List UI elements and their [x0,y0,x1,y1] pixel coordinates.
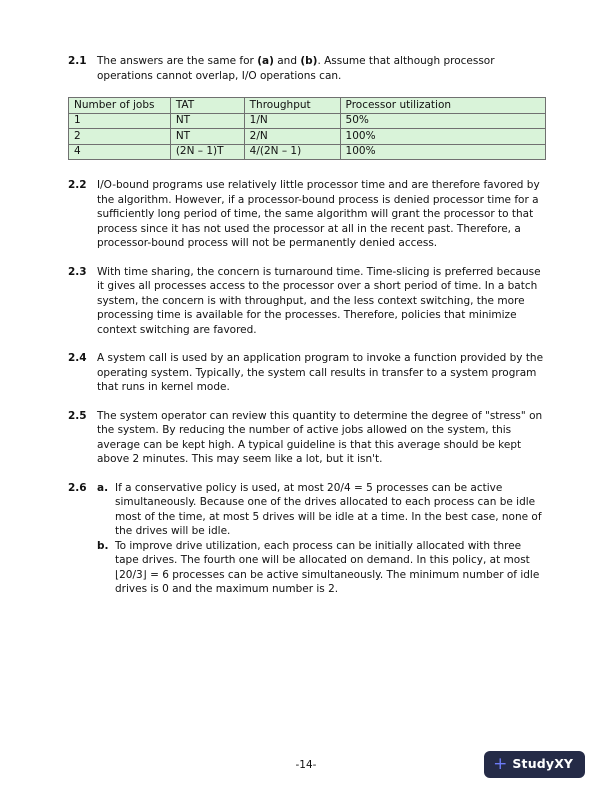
answer-item-2-2 [68,178,546,251]
item-text: With time sharing, the concern is turnaround time. Time-slicing is preferred because it gives all processes access to the processor over a short period of time. In a batch system, the concern is with throughput, and the less context switching, the more processing time is available for the processes. Therefore, policies that minimize context switching are favored. [97,265,541,336]
item-number: 2.4 [68,352,87,364]
answer-item-2-3 [68,265,546,338]
answer-item-2-6 [68,481,546,597]
table-cell: 100% [340,129,545,145]
table-row [69,113,546,129]
table-cell: 4/(2N – 1) [244,144,340,160]
table-cell: 1 [69,113,171,129]
answer-item-2-5 [68,409,546,467]
table-cell: NT [170,129,244,145]
sub-item-letter: a. [97,481,109,494]
sub-item-a [97,481,546,539]
text-segment: and [273,55,301,67]
item-number: 2.3 [68,265,87,278]
text-segment-bold: (a) [257,55,274,67]
sub-item-text: To improve drive utilization, each process can be initially allocated with three tape drives. The fourth one will be allocated on demand. In this policy, at most ⌊20/3⌋ = 6 processes can be active simultaneously. The minimum number of idle drives is 0 and the maximum number is 2. [115,539,540,595]
table-row [69,144,546,160]
table-header-throughput: Throughput [244,98,340,114]
logo-text-study: Study [512,756,555,772]
table-cell: (2N – 1)T [170,144,244,160]
answer-item-2-1 [68,54,546,83]
jobs-table [68,97,546,160]
text-segment-bold: (b) [300,55,318,67]
table-row [69,129,546,145]
item-text [97,54,546,83]
item-number: 2.1 [68,55,87,67]
page-number: -14- [295,759,317,771]
table-cell: NT [170,113,244,129]
item-text [97,481,546,597]
item-number: 2.6 [68,481,87,494]
sub-item-text: If a conservative policy is used, at most 20/4 = 5 processes can be active simultaneously. Because one of the drives allocated to each process can be idle most of the time, at most 5 drives will be idle at a time. In the best case, none of the drives will be idle. [115,481,542,537]
table-cell: 2 [69,129,171,145]
table-header-processor-utilization: Processor utilization [340,98,545,114]
item-text: The system operator can review this quantity to determine the degree of "stress" on the system. By reducing the number of active jobs allowed on the system, this average can be kept high. A typical guideline is that this average should be kept above 2 minutes. This may seem like a lot, but it isn't. [97,409,543,465]
table-cell: 100% [340,144,545,160]
studyxy-logo [484,751,585,778]
table-cell: 2/N [244,129,340,145]
table-cell: 1/N [244,113,340,129]
plus-icon: + [493,754,508,774]
item-number: 2.5 [68,409,87,422]
sub-item-b [97,539,546,597]
table-cell: 50% [340,113,545,129]
text-segment: . Assume that although processor operations cannot overlap, I/O operations can. [97,55,495,82]
text-segment: The answers are the same for [97,55,258,67]
page-content [68,54,546,611]
table-cell: 4 [69,144,171,160]
sub-item-letter: b. [97,539,109,552]
item-text: A system call is used by an application program to invoke a function provided by the operating system. Typically, the system call results in transfer to a system program that runs in kernel mode. [97,352,544,393]
table-header-number-of-jobs: Number of jobs [69,98,171,114]
table-header-row [69,98,546,114]
logo-text-xy: XY [554,756,573,772]
answer-item-2-4 [68,351,546,395]
item-number: 2.2 [68,179,87,191]
item-text: I/O-bound programs use relatively little processor time and are therefore favored by the algorithm. However, if a processor-bound process is denied processor time for a sufficiently long period of time, the same algorithm will grant the processor to that process since it has not used the processor at all in the recent past. Therefore, a processor-bound process will not be permanently denied access. [97,179,540,249]
table-header-tat: TAT [170,98,244,114]
